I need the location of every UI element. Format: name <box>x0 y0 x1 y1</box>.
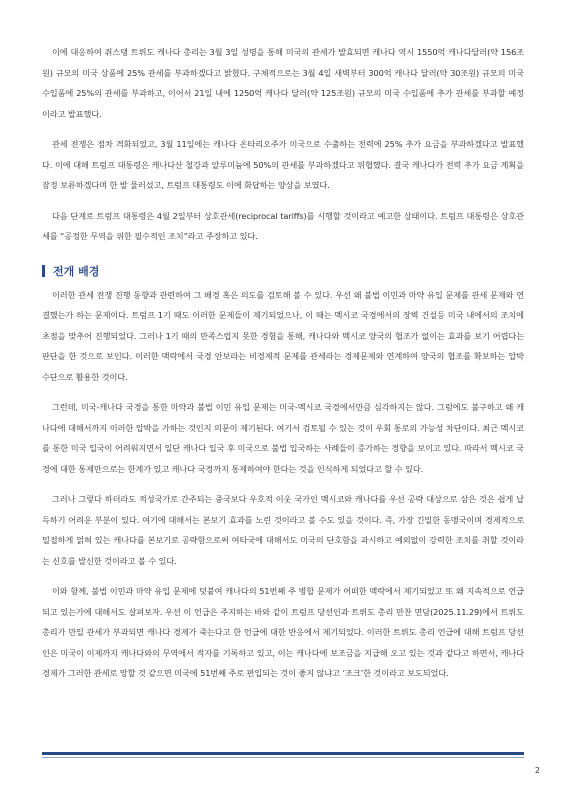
section-heading <box>42 263 524 279</box>
page-number: 2 <box>534 766 540 775</box>
paragraph: 그러나 그렇다 하더라도 적성국가로 간주되는 중국보다 우호적 이웃 국가인 멕시코와 캐나다를 우선 공략 대상으로 삼은 것은 쉽게 납득하기 어려운 부분이 있다. 여기에 대해서는 본보기 효과를 노린 것이라고 볼 수도 있을 것이다. 즉, 가장 긴밀한 동맹국이며 경제적으로 밀접하게 얽혀 있는 캐나다를 본보기로 공략함으로써 여타국에 대해서도 미국의 단호함을 과시하고 예외없이 강력한 조치를 취할 것이라는 신호를 발신한 것이라고 볼 수 있다. <box>42 494 524 566</box>
paragraph: 이러한 관세 전쟁 진행 동향과 관련하여 그 배경 혹은 의도를 검토해 볼 수 있다. 우선 왜 불법 이민과 마약 유입 문제를 관세 문제와 연결했는가 하는 문제이다. 트럼프 1기 때도 이러한 문제들이 제기되었으나, 이 때는 멕시코 국경에서의 장벽 건설등 미국 내에서의 조치에 초점을 맞추어 진행되었다. 그러나 1기 때의 만족스럽지 못한 경험을 통해, 캐나다와 멕시코 양국의 협조가 없이는 효과를 보기 어렵다는 판단을 한 것으로 보인다. 이러한 맥락에서 국경 안보라는 비경제적 문제를 관세라는 경제문제와 연계하여 양국의 협조를 확보하는 압박 수단으로 활용한 것이다. <box>42 289 524 382</box>
paragraph: 이와 함께, 불법 이민과 마약 유입 문제에 덧붙여 캐나다의 51번째 주 병합 문제가 어떠한 맥락에서 제기되었고 또 왜 지속적으로 언급되고 있는가에 대해서도 살펴보자. 우선 이 언급은 주지하는 바와 같이 트럼프 당선인과 트뤼도 총리 만찬 면담(2025.11.29)에서 트뤼도 총리가 만일 관세가 부과되면 캐나다 경제가 죽는다고 한 언급에 대한 반응에서 제기되었다. 이러한 트뤼도 총리 언급에 대해 트럼프 당선인은 미국이 이제까지 캐나다와의 무역에서 적자를 기록하고 있고, 이는 캐나다에 보조금을 지급해 오고 있는 것과 같다고 하면서, 캐나다 경제가 그러한 관세로 망할 것 같으면 미국에 51번째 주로 편입되는 것이 좋지 않냐고 ‘조크’한 것이라고 보도되었다. <box>42 586 524 678</box>
document-page <box>42 42 524 694</box>
section-title: 전개 배경 <box>53 264 100 278</box>
footer-rule <box>42 752 524 755</box>
heading-bar-marker <box>42 265 45 277</box>
paragraph: 관세 전쟁은 점차 격화되었고, 3월 11일에는 캐나다 온타리오주가 미국으로 수출하는 전력에 25% 추가 요금을 부과하겠다고 발표했다. 이에 대해 트럼프 대통령은 캐나다산 철강과 알루미늄에 50%의 관세를 부과하겠다고 위협했다. 결국 캐나다가 전력 추가 요금 계획을 잠정 보류하겠다며 한 발 물러섰고, 트럼프 대통령도 이에 화답하는 양상을 보였다. <box>42 139 524 190</box>
paragraph: 다음 단계로 트럼프 대통령은 4월 2일부터 상호관세(reciprocal tariffs)를 시행할 것이라고 예고한 상태이다. 트럼프 대통령은 상호관세를 “공정한 무역을 위한 필수적인 조치”라고 주장하고 있다. <box>42 210 524 241</box>
paragraph: 이에 대응하여 쥐스탱 트뤼도 캐나다 총리는 3월 3일 성명을 통해 미국의 관세가 발효되면 캐나다 역시 1550억 캐나다달러(약 156조원) 규모의 미국 상품에 25% 관세를 부과하겠다고 밝혔다. 구체적으로는 3월 4일 새벽부터 300억 캐나다 달러(약 30조원) 규모의 미국 수입품에 25%의 관세를 부과하고, 이어서 21일 내에 1250억 캐나다 달러(약 125조원) 규모의 미국 수입품에 추가 관세를 부과할 예정이라고 발표했다. <box>42 47 524 119</box>
paragraph: 그런데, 미국-캐나다 국경을 통한 마약과 불법 이민 유입 문제는 미국-멕시코 국경에서만큼 심각하지는 않다. 그럼에도 불구하고 왜 캐나다에 대해서까지 이러한 압박을 가하는 것인지 의문이 제기된다. 여기서 검토될 수 있는 것이 우회 통로의 가능성 차단이다. 최근 멕시코를 통한 미국 입국이 어려워지면서 일단 캐나다 입국 후 미국으로 불법 입국하는 사례들이 증가하는 경향을 보이고 있다. 따라서 멕시코 국경에 대한 통제만으로는 한계가 있고 캐나다 국경까지 통제하여야 한다는 것을 인식하게 되었다고 할 수 있다. <box>42 402 524 474</box>
footer-rule-thin <box>42 757 524 758</box>
